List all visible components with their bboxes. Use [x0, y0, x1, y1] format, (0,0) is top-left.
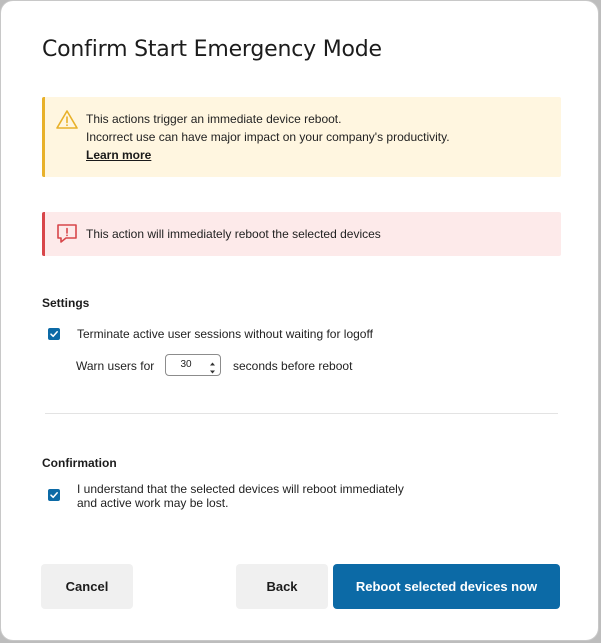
warn-seconds-input[interactable]: [166, 359, 206, 370]
warning-banner: [42, 97, 561, 177]
understand-checkbox[interactable]: [48, 489, 60, 501]
understand-label: [77, 482, 404, 510]
checkmark-icon: [49, 490, 59, 500]
terminate-sessions-checkbox[interactable]: [48, 328, 60, 340]
warn-users-prefix: Warn users for: [76, 359, 155, 373]
dialog-title: Confirm Start Emergency Mode: [42, 37, 382, 62]
error-banner: [42, 212, 561, 256]
warn-seconds-stepper[interactable]: [165, 354, 221, 376]
understand-line-2: and active work may be lost.: [77, 496, 229, 510]
error-text: This action will immediately reboot the selected devices: [86, 227, 381, 241]
alert-message-icon: [55, 222, 79, 246]
checkmark-icon: [49, 329, 59, 339]
warning-line-2: Incorrect use can have major impact on your company's productivity.: [86, 130, 450, 144]
warn-users-suffix: seconds before reboot: [233, 359, 353, 373]
understand-line-1: I understand that the selected devices will reboot immediately: [77, 482, 404, 496]
section-divider: [45, 413, 558, 414]
warning-text: [86, 110, 450, 164]
confirmation-heading: Confirmation: [42, 456, 117, 470]
reboot-devices-button[interactable]: Reboot selected devices now: [333, 564, 560, 609]
stepper-down-icon[interactable]: [208, 365, 217, 373]
back-button[interactable]: Back: [236, 564, 328, 609]
warning-line-1: This actions trigger an immediate device reboot.: [86, 112, 342, 126]
learn-more-link[interactable]: Learn more: [86, 148, 152, 162]
settings-heading: Settings: [42, 296, 90, 310]
cancel-button[interactable]: Cancel: [41, 564, 133, 609]
confirm-dialog: [1, 1, 598, 640]
stepper-up-icon[interactable]: [208, 357, 217, 365]
warning-triangle-icon: [55, 108, 79, 132]
terminate-sessions-label: Terminate active user sessions without waiting for logoff: [77, 327, 373, 341]
